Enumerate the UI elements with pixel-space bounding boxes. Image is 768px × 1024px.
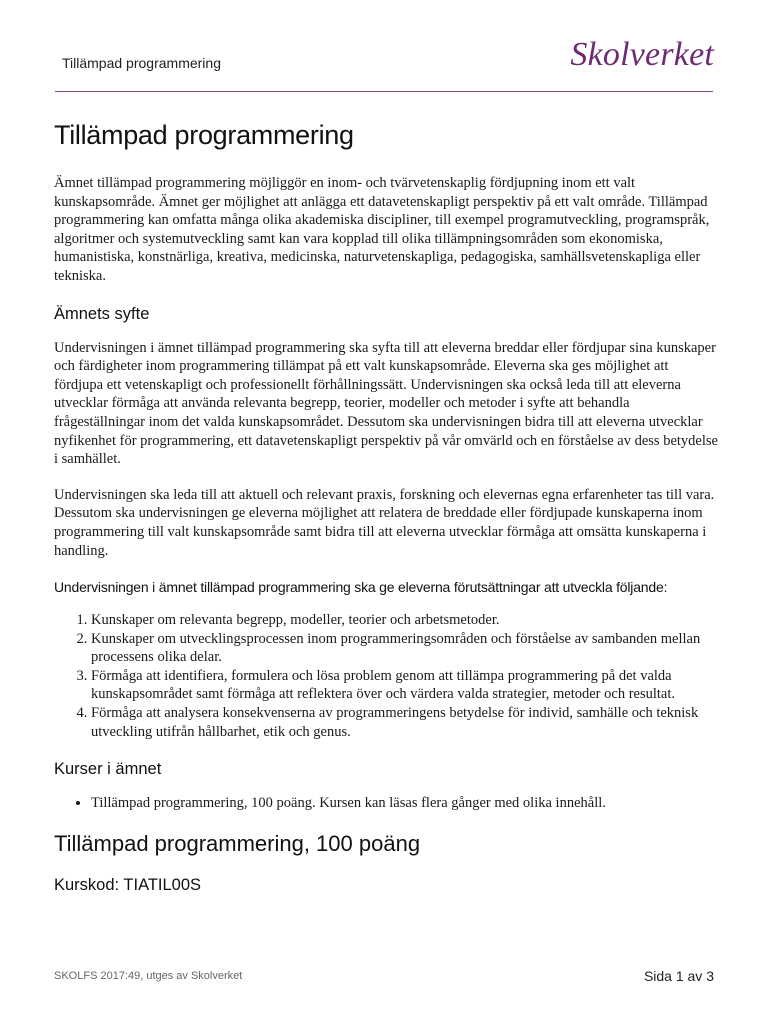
purpose-paragraph-2: Undervisningen ska leda till att aktuell och relevant praxis, forskning och elevernas egna erfarenheter tas till vara. Dessutom ska undervisningen ge eleverna möjlighet att relatera de breddade eller fördjupade kunskaperna inom programmering till valt kunskapsområde samt bidra till att eleverna utvecklar förmåga att omsätta kunskaperna i handling. <box>54 486 715 559</box>
purpose-paragraph-1: Undervisningen i ämnet tillämpad programmering ska syfta till att eleverna breddar eller fördjupar sina kunskaper och färdigheter inom programmering tillämpat på ett valt kunskapsområde. Eleverna ska ges möjlighet att fördjupa ett vetenskapligt och professionellt förhållningssätt. Undervisningen ska också leda till att eleverna utvecklar förmåga att använda relevanta begrepp, teorier, modeller och metoder i syfte att behandla frågeställningar inom det valda kunskapsområdet. Dessutom ska undervisningen bidra till att eleverna utvecklar nyfikenhet för programmering, ett datavetenskapligt perspektiv på vår omvärld och en förståelse av dess betydelse i samhället. <box>54 339 718 468</box>
course-title: Tillämpad programmering, 100 poäng <box>54 830 421 856</box>
goals-heading: Undervisningen i ämnet tillämpad programmering ska ge eleverna förutsättningar att utveckla följande: <box>54 579 668 596</box>
courses-list <box>54 794 719 813</box>
running-header-title: Tillämpad programmering <box>62 55 221 71</box>
page-number: Sida 1 av 3 <box>643 968 714 984</box>
main-content <box>54 118 719 896</box>
goal-item: 2. Kunskaper om utvecklingsprocessen inom programmeringsområden och förståelse av sambanden mellan processens olika delar. <box>91 630 719 667</box>
skolverket-logo: Skolverket <box>570 36 714 73</box>
goal-item: 3. Förmåga att identifiera, formulera och lösa problem genom att tillämpa programmering på det valda kunskapsområdet samt förmåga att reflektera över och värdera valda strategier, metoder och resultat. <box>91 667 719 704</box>
course-code: Kurskod: TIATIL00S <box>54 875 202 894</box>
course-item: • Tillämpad programmering, 100 poäng. Kursen kan läsas flera gånger med olika innehåll. <box>91 794 719 813</box>
goals-list <box>54 611 719 741</box>
courses-heading: Kurser i ämnet <box>54 760 162 779</box>
footer-publication: SKOLFS 2017:49, utges av Skolverket <box>54 970 243 982</box>
goal-item: 4. Förmåga att analysera konsekvenserna av programmeringens betydelse för individ, samhälle och teknisk utveckling utifrån hållbarhet, etik och genus. <box>91 704 719 741</box>
intro-paragraph: Ämnet tillämpad programmering möjliggör en inom- och tvärvetenskaplig fördjupning inom ett valt kunskapsområde. Ämnet ger möjlighet att anlägga ett datavetenskapligt perspektiv på ett valt område. Tillämpad programmering kan omfatta många olika akademiska discipliner, till exempel programutveckling, programspråk, algoritmer och systemutveckling samt kan vara kopplad till olika tillämpningsområden som ekonomiska, humanistiska, konstnärliga, kreativa, medicinska, naturvetenskapliga, pedagogiska, samhällsvetenskapliga eller tekniska. <box>54 175 710 284</box>
header-rule <box>55 91 713 92</box>
page-title: Tillämpad programmering <box>54 120 354 150</box>
goal-item: 1. Kunskaper om relevanta begrepp, modeller, teorier och arbetsmetoder. <box>91 611 719 630</box>
purpose-heading: Ämnets syfte <box>54 304 150 323</box>
